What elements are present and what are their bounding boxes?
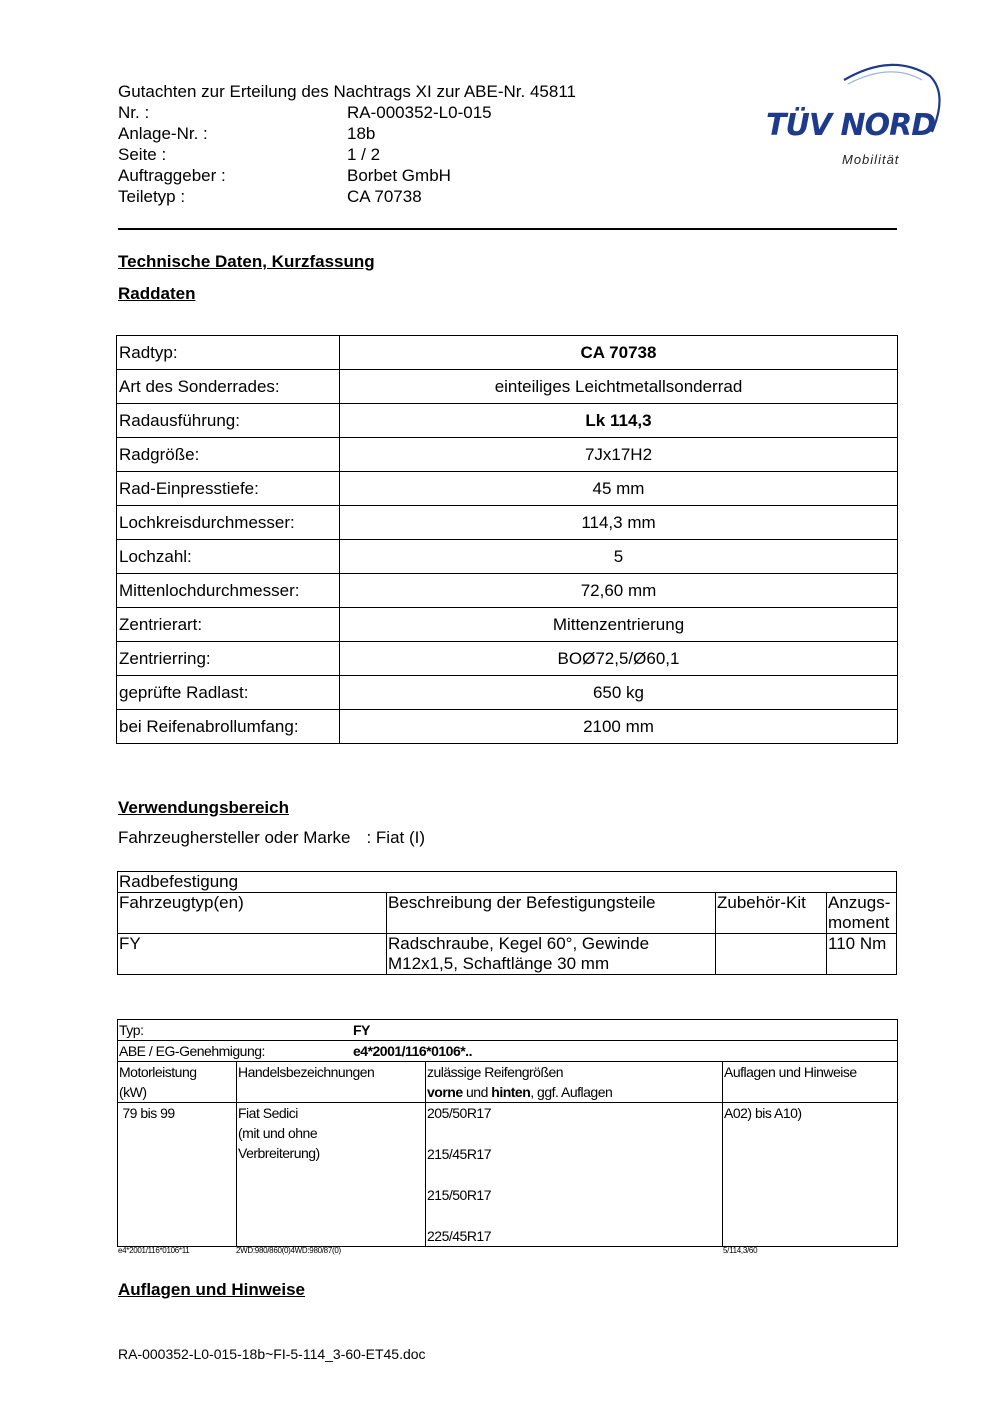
header-label-seite: Seite :	[118, 145, 167, 164]
row-value: 114,3 mm	[340, 506, 898, 540]
handel-line-2: (mit und ohne	[238, 1125, 318, 1141]
table-row	[117, 608, 898, 642]
header-reifen-vorne: vorne	[427, 1084, 463, 1100]
header-zubehoer: Zubehör-Kit	[716, 893, 827, 934]
header-reifen-2	[427, 1082, 721, 1102]
section-heading-tech: Technische Daten, Kurzfassung	[118, 252, 375, 271]
abe-row	[118, 1041, 898, 1062]
cell-kit	[716, 934, 827, 975]
table-row	[117, 540, 898, 574]
row-value: 650 kg	[340, 676, 898, 710]
row-label: Rad-Einpresstiefe:	[117, 472, 340, 506]
befestigung-table	[117, 871, 897, 975]
table-row	[117, 404, 898, 438]
table-row	[117, 676, 898, 710]
typ-footnote-2: 2WD:980/860(0)4WD:980/87(0)	[236, 1246, 341, 1255]
row-value: Lk 114,3	[340, 404, 898, 438]
hersteller-line	[118, 828, 425, 848]
abe-label: ABE / EG-Genehmigung:	[119, 1043, 265, 1059]
cell-auflagen: A02) bis A10)	[723, 1103, 898, 1247]
row-value: einteiliges Leichtmetallsonderrad	[340, 370, 898, 404]
typ-footnote-1: e4*2001/116*0106*11	[118, 1246, 190, 1255]
table-row	[118, 934, 897, 975]
table-row	[117, 710, 898, 744]
table-header-row	[118, 893, 897, 934]
tire-size: 215/50R17	[427, 1187, 492, 1203]
table-row	[117, 642, 898, 676]
header-anzugsmoment-2: moment	[828, 913, 890, 932]
table-row	[117, 472, 898, 506]
header-label-nr: Nr. :	[118, 103, 150, 122]
tire-size: 225/45R17	[427, 1228, 492, 1244]
header-reifen-auflagen: , ggf. Auflagen	[530, 1084, 613, 1100]
typ-table	[117, 1019, 898, 1247]
row-value: 7Jx17H2	[340, 438, 898, 472]
handel-line-3: Verbreiterung)	[238, 1145, 320, 1161]
beschreibung-line-2: M12x1,5, Schaftlänge 30 mm	[388, 954, 610, 973]
table-row	[118, 1041, 898, 1062]
handel-line-1: Fiat Sedici	[238, 1105, 298, 1121]
row-label: Mittenlochdurchmesser:	[117, 574, 340, 608]
row-label: Lochzahl:	[117, 540, 340, 574]
header-reifen-hinten: hinten	[491, 1084, 531, 1100]
table-row	[118, 1020, 898, 1041]
header-motor-2: (kW)	[119, 1084, 147, 1100]
table-row	[118, 872, 897, 893]
row-label: geprüfte Radlast:	[117, 676, 340, 710]
section-heading-auflagen: Auflagen und Hinweise	[118, 1280, 306, 1299]
row-label: bei Reifenabrollumfang:	[117, 710, 340, 744]
section-heading-raddaten: Raddaten	[118, 284, 196, 303]
header-rule	[118, 228, 897, 230]
row-value: 5	[340, 540, 898, 574]
beschreibung-line-1: Radschraube, Kegel 60°, Gewinde	[388, 934, 650, 953]
header-value-anlage: 18b	[347, 124, 376, 143]
section-heading-verwendung: Verwendungsbereich	[118, 798, 289, 817]
document-title: Gutachten zur Erteilung des Nachtrags XI zur ABE-Nr. 45811	[118, 82, 576, 101]
header-motor	[118, 1062, 237, 1103]
header-label-teiletyp: Teiletyp :	[118, 187, 186, 206]
row-value: 45 mm	[340, 472, 898, 506]
tuv-nord-logo	[762, 58, 942, 173]
header-handel: Handelsbezeichnungen	[237, 1062, 426, 1103]
document-filename: RA-000352-L0-015-18b~FI-5-114_3-60-ET45.doc	[118, 1346, 426, 1362]
tire-size: 215/45R17	[427, 1146, 492, 1162]
row-label: Radgröße:	[117, 438, 340, 472]
table-row	[117, 438, 898, 472]
table-row	[118, 1103, 898, 1247]
row-label: Lochkreisdurchmesser:	[117, 506, 340, 540]
cell-reifen	[426, 1103, 723, 1247]
row-label: Zentrierart:	[117, 608, 340, 642]
typ-label: Typ:	[119, 1022, 144, 1038]
row-value: BOØ72,5/Ø60,1	[340, 642, 898, 676]
row-value: 72,60 mm	[340, 574, 898, 608]
row-value: Mittenzentrierung	[340, 608, 898, 642]
table-row	[117, 506, 898, 540]
header-value-teiletyp: CA 70738	[347, 187, 422, 206]
row-value: 2100 mm	[340, 710, 898, 744]
header-anzugsmoment-1: Anzugs-	[828, 893, 891, 912]
row-label: Radtyp:	[117, 336, 340, 370]
header-reifen-und: und	[462, 1084, 492, 1100]
row-label: Radausführung:	[117, 404, 340, 438]
header-reifen-1: zulässige Reifengrößen	[427, 1064, 564, 1080]
header-anzugsmoment	[827, 893, 897, 934]
abe-value: e4*2001/116*0106*..	[353, 1043, 472, 1059]
typ-value: FY	[353, 1022, 370, 1038]
hersteller-value: Fiat (I)	[375, 828, 426, 847]
header-label-auftraggeber: Auftraggeber :	[118, 166, 226, 185]
logo-subtitle: Mobilität	[842, 152, 900, 167]
table-header-row	[118, 1062, 898, 1103]
typ-footnote-3: 5/114,3/60	[723, 1246, 758, 1255]
cell-moment: 110 Nm	[827, 934, 897, 975]
befestigung-title: Radbefestigung	[118, 872, 897, 893]
header-auflagen: Auflagen und Hinweise	[723, 1062, 898, 1103]
row-label: Zentrierring:	[117, 642, 340, 676]
header-value-auftraggeber: Borbet GmbH	[347, 166, 451, 185]
cell-typ: FY	[118, 934, 387, 975]
cell-handel	[237, 1103, 426, 1247]
header-label-anlage: Anlage-Nr. :	[118, 124, 208, 143]
header-fahrzeugtyp: Fahrzeugtyp(en)	[118, 893, 387, 934]
header-motor-1: Motorleistung	[119, 1064, 197, 1080]
row-label: Art des Sonderrades:	[117, 370, 340, 404]
logo-brand: TÜV NORD	[766, 108, 936, 143]
hersteller-sep: :	[366, 828, 372, 847]
header-value-nr: RA-000352-L0-015	[347, 103, 492, 122]
table-row	[117, 574, 898, 608]
hersteller-label: Fahrzeughersteller oder Marke	[118, 828, 351, 847]
header-value-seite: 1 / 2	[347, 145, 381, 164]
cell-beschreibung	[387, 934, 716, 975]
header-beschreibung: Beschreibung der Befestigungsteile	[387, 893, 716, 934]
raddaten-table	[116, 335, 898, 744]
header-reifen	[426, 1062, 723, 1103]
table-row	[117, 370, 898, 404]
table-row	[117, 336, 898, 370]
cell-motor: 79 bis 99	[118, 1103, 237, 1247]
typ-row	[118, 1020, 898, 1041]
tire-size: 205/50R17	[427, 1105, 492, 1121]
row-value: CA 70738	[340, 336, 898, 370]
